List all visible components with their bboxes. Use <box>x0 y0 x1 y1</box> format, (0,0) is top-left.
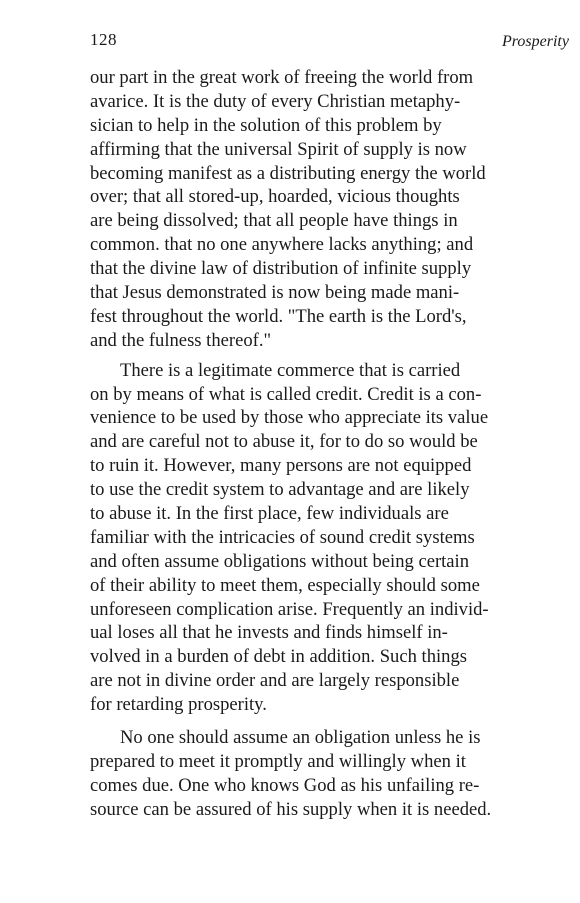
text-line: familiar with the intricacies of sound credit systems <box>90 526 475 548</box>
text-line: to use the credit system to advantage and are likely <box>90 479 470 501</box>
page-number: 128 <box>90 30 117 49</box>
text-line: unforeseen complication arise. Frequently an individ- <box>90 598 489 620</box>
text-line: and are careful not to abuse it, for to do so would be <box>90 431 478 453</box>
text-line: No one should assume an obligation unless he is <box>120 727 481 749</box>
running-head: Prosperity <box>502 33 569 50</box>
text-line: over; that all stored-up, hoarded, vicious thoughts <box>90 186 460 208</box>
text-line: comes due. One who knows God as his unfailing re- <box>90 774 480 796</box>
page-body <box>90 66 580 822</box>
text-line: and often assume obligations without being certain <box>90 550 470 572</box>
text-line: to abuse it. In the first place, few individuals are <box>90 503 449 525</box>
text-line: our part in the great work of freeing the world from <box>90 67 474 88</box>
paragraph-1 <box>90 66 580 353</box>
text-line: that the divine law of distribution of infinite supply <box>90 258 472 280</box>
text-line: volved in a burden of debt in addition. Such things <box>90 646 467 668</box>
text-line: for retarding prosperity. <box>90 694 267 716</box>
text-line: on by means of what is called credit. Credit is a con- <box>90 383 482 405</box>
text-line: sician to help in the solution of this problem by <box>90 114 442 136</box>
text-line: source can be assured of his supply when it is needed. <box>90 798 492 820</box>
text-line: avarice. It is the duty of every Christian metaphy- <box>90 90 461 112</box>
text-line: are not in divine order and are largely responsible <box>90 670 460 692</box>
text-line: prepared to meet it promptly and willingly when it <box>90 750 466 772</box>
paragraph-2 <box>90 359 580 717</box>
text-line: to ruin it. However, many persons are not equipped <box>90 455 472 477</box>
text-line: of their ability to meet them, especially should some <box>90 574 480 596</box>
text-line: venience to be used by those who appreciate its value <box>90 407 489 429</box>
paragraph-3 <box>90 726 580 822</box>
text-line: common. that no one anywhere lacks anything; and <box>90 234 474 256</box>
text-line: becoming manifest as a distributing energy the world <box>90 162 486 184</box>
text-line: fest throughout the world. "The earth is the Lord's, <box>90 305 467 327</box>
text-line: ual loses all that he invests and finds himself in- <box>90 622 448 644</box>
text-line: are being dissolved; that all people have things in <box>90 210 458 232</box>
text-line: affirming that the universal Spirit of supply is now <box>90 138 467 160</box>
text-line: that Jesus demonstrated is now being made mani- <box>90 282 460 304</box>
text-line: There is a legitimate commerce that is carried <box>120 359 461 381</box>
text-line: and the fulness thereof." <box>90 329 272 351</box>
